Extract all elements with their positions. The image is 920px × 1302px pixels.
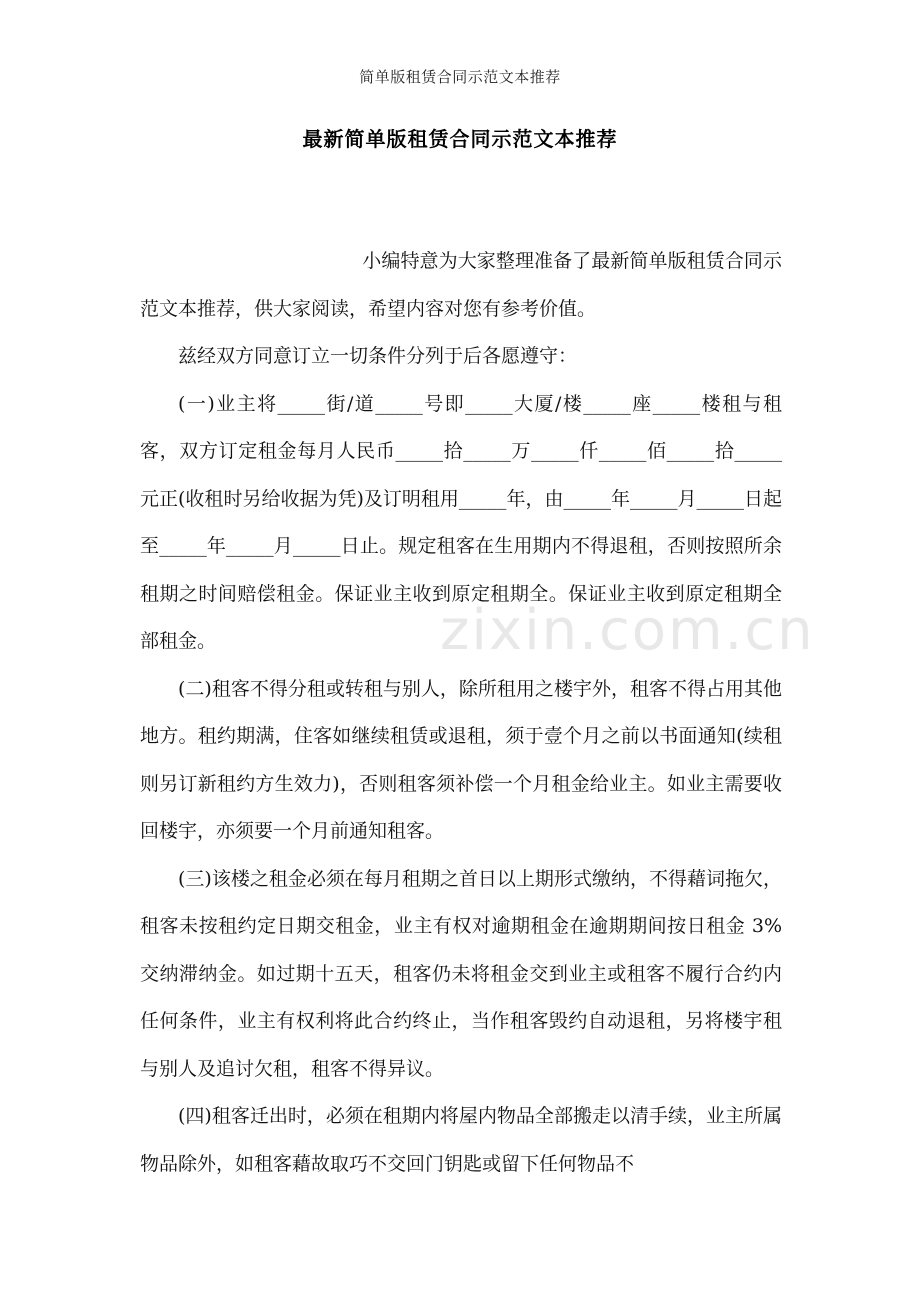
document-body <box>140 238 782 1188</box>
watermark: zixin.com.cn <box>440 598 815 663</box>
document-title: 最新简单版租赁合同示范文本推荐 <box>302 127 618 151</box>
running-header: 简单版租赁合同示范文本推荐 <box>359 68 561 86</box>
clause-4: (四)租客迁出时，必须在租期内将屋内物品全部搬走以清手续，业主所属物品除外，如租客藉故取巧不交回门钥匙或留下任何物品不 <box>140 1105 782 1175</box>
clause-2: (二)租客不得分租或转租与别人，除所租用之楼宇外，租客不得占用其他地方。租约期满，住客如继续租赁或退租，须于壹个月之前以书面通知(续租则另订新租约方生效力)，否则租客须补偿一个月租金给业主。如业主需要收回楼宇，亦须要一个月前通知租客。 <box>140 677 782 842</box>
clause-1: (一)业主将_____街/道_____号即_____大厦/楼_____座_____楼租与租客，双方订定租金每月人民币_____拾_____万_____仟_____佰_____拾_____元正(收租时另给收据为凭)及订明租用_____年，由_____年_____月_____日起至_____年_____月_____日止。规定租客在生用期内不得退租，否则按照所余租期之时间赔偿租金。保证业主收到原定租期全。保证业主收到原定租期全部租金。 <box>140 392 782 652</box>
clause-3: (三)该楼之租金必须在每月租期之首日以上期形式缴纳，不得藉词拖欠，租客未按租约定日期交租金，业主有权对逾期租金在逾期期间按日租金 3%交纳滞纳金。如过期十五天，租客仍未将租金交到业主或租客不履行合约内任何条件，业主有权利将此合约终止，当作租客毁约自动退租，另将楼宇租与别人及追讨欠租，租客不得异议。 <box>140 867 782 1080</box>
intro-paragraph: 小编特意为大家整理准备了最新简单版租赁合同示范文本推荐，供大家阅读，希望内容对您有参考价值。 <box>140 250 782 320</box>
agreement-preamble: 兹经双方同意订立一切条件分列于后各愿遵守： <box>178 345 578 367</box>
